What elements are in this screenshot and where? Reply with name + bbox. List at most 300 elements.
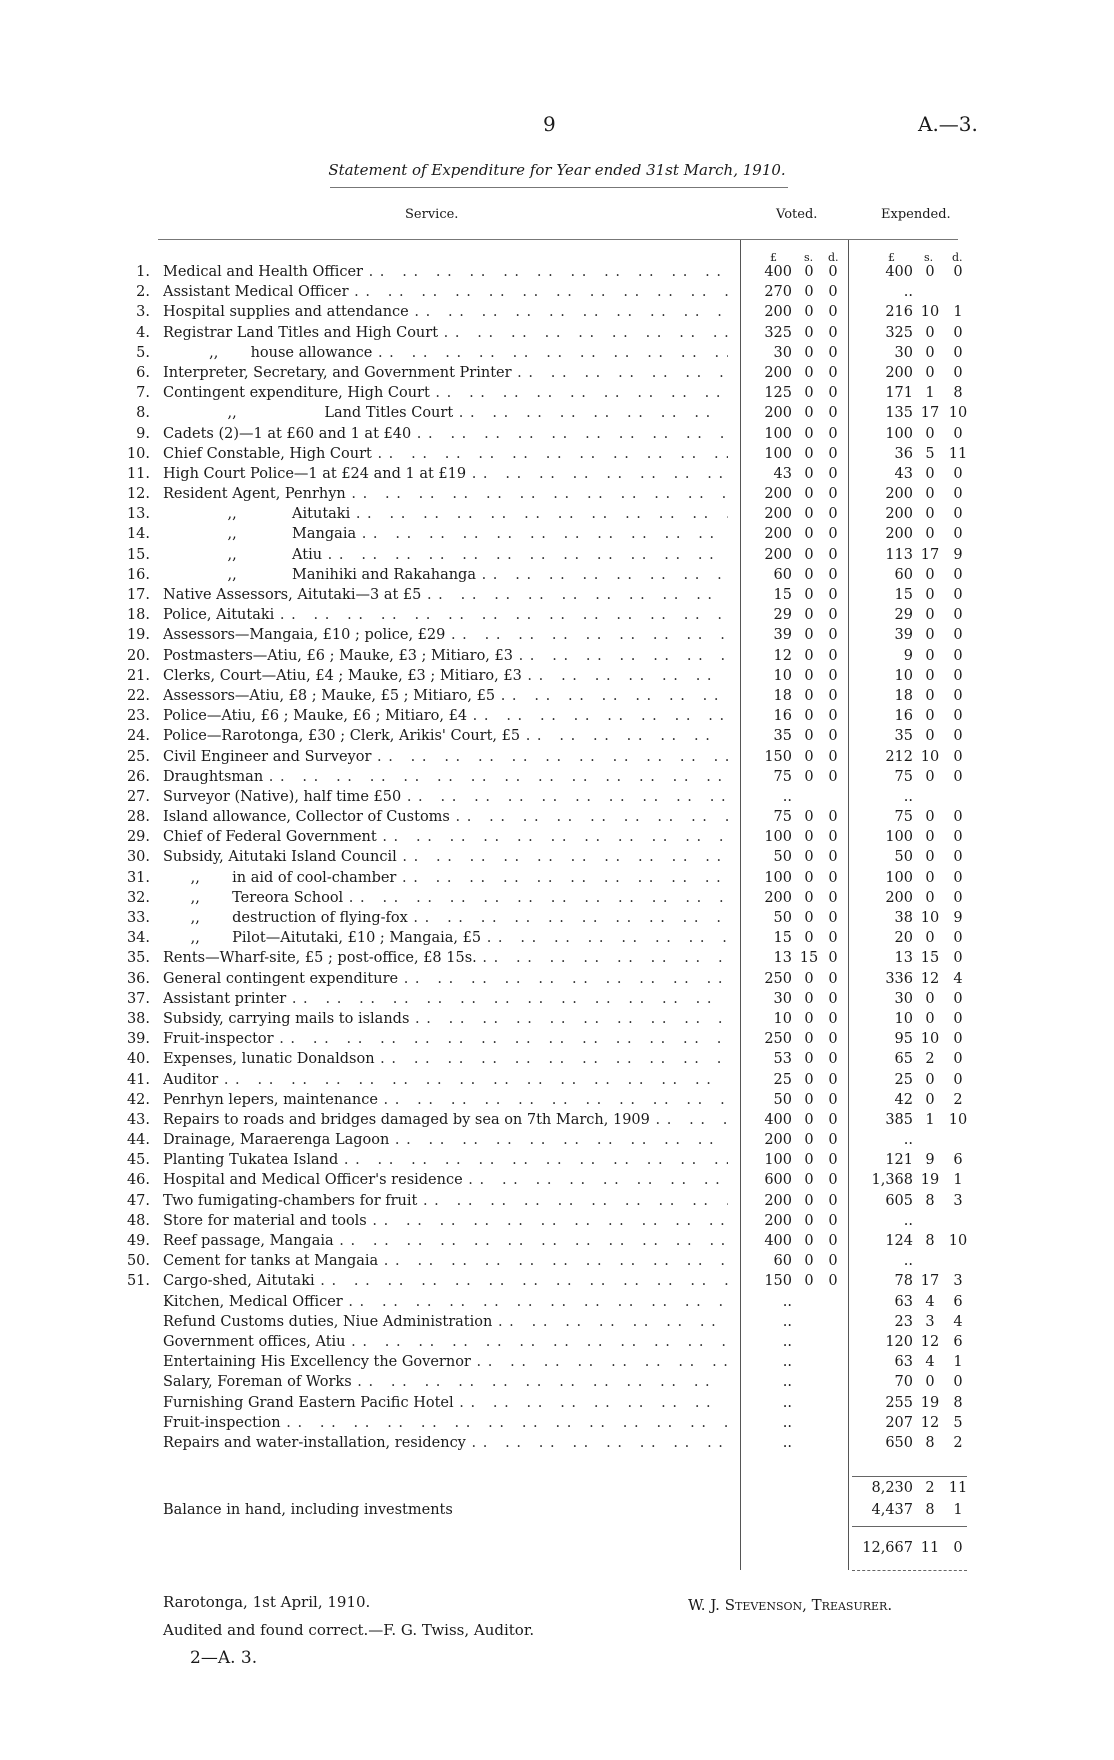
expended-pence: 0 xyxy=(953,566,963,583)
service-description: Native Assessors, Aitutaki—3 at £5 . . xyxy=(163,585,728,605)
voted-shillings: 0 xyxy=(804,1091,814,1108)
expended-pence: 0 xyxy=(953,930,963,947)
expended-pounds: .. xyxy=(903,788,913,805)
table-row xyxy=(0,1332,1114,1352)
voted-shillings: 0 xyxy=(804,970,814,987)
service-description: Clerks, Court—Atiu, £4 ; Mauke, £3 ; Mitiaro, £3 . . xyxy=(163,666,728,686)
expended-shillings: 0 xyxy=(925,344,935,361)
expended-pence: 0 xyxy=(953,728,963,745)
table-row xyxy=(0,1090,1114,1110)
voted-shillings: 0 xyxy=(804,889,814,906)
table-row xyxy=(0,545,1114,565)
row-number: 34. xyxy=(126,930,150,947)
expended-shillings: 0 xyxy=(925,627,935,644)
voted-pounds: 270 xyxy=(764,284,792,301)
voted-pence: 0 xyxy=(828,304,838,321)
service-description: Hospital supplies and attendance . . xyxy=(163,302,728,322)
voted-shillings: 0 xyxy=(804,1233,814,1249)
expended-pounds: 100 xyxy=(885,869,913,886)
voted-pounds: 18 xyxy=(773,687,792,704)
expended-shillings: 8 xyxy=(925,1233,935,1249)
table-row xyxy=(0,646,1114,666)
voted-pounds: 50 xyxy=(773,849,792,866)
expended-pence: 0 xyxy=(953,465,963,482)
voted-pence: 0 xyxy=(828,324,838,341)
service-description: Police, Aitutaki . . xyxy=(163,605,728,625)
total-pounds: 12,667 xyxy=(862,1540,913,1556)
voted-shillings: 0 xyxy=(804,990,814,1007)
expended-pounds: 100 xyxy=(885,829,913,846)
expended-pence-unit: d. xyxy=(952,251,963,264)
expended-pounds: 30 xyxy=(894,990,913,1007)
expended-shillings: 10 xyxy=(920,1031,940,1048)
voted-shillings: 0 xyxy=(804,910,814,926)
service-description: Subsidy, carrying mails to islands . . xyxy=(163,1009,728,1029)
service-header: Service. xyxy=(405,207,459,222)
voted-shillings: 0 xyxy=(804,425,814,442)
voted-pence: 0 xyxy=(828,425,838,442)
service-description: Drainage, Maraerenga Lagoon . . xyxy=(163,1130,728,1150)
expended-shillings: 19 xyxy=(920,1172,940,1189)
expended-pounds: 30 xyxy=(894,344,913,361)
voted-pounds: 16 xyxy=(773,708,792,725)
expended-pounds: 120 xyxy=(885,1333,913,1350)
expended-shillings: 10 xyxy=(920,748,940,765)
expended-shillings: 17 xyxy=(920,405,940,422)
service-description: Cadets (2)—1 at £60 and 1 at £40 . . xyxy=(163,424,728,444)
service-description: Kitchen, Medical Officer . . xyxy=(163,1292,728,1312)
row-number: 17. xyxy=(126,587,150,603)
expended-pence: 0 xyxy=(953,425,963,442)
expended-shillings: 0 xyxy=(925,587,935,603)
table-row xyxy=(0,787,1114,807)
table-row xyxy=(0,1170,1114,1190)
expended-pounds: 60 xyxy=(894,566,913,583)
voted-pounds: .. xyxy=(782,1333,792,1350)
expended-pounds: 200 xyxy=(885,506,913,523)
balance-shillings: 8 xyxy=(925,1502,935,1518)
expended-shillings: 0 xyxy=(925,566,935,583)
row-number: 15. xyxy=(126,546,150,563)
row-number: 50. xyxy=(126,1253,150,1270)
expended-shillings: 1 xyxy=(925,1111,935,1128)
row-number: 20. xyxy=(126,647,150,664)
expended-shillings: 0 xyxy=(925,425,935,442)
row-number: 16. xyxy=(126,566,150,583)
expended-pence: 0 xyxy=(953,1031,963,1048)
table-row xyxy=(0,444,1114,464)
service-description: ,, Mangaia . . xyxy=(163,524,728,544)
voted-pounds: 50 xyxy=(773,910,792,926)
table-row xyxy=(0,1231,1114,1251)
voted-pounds: 200 xyxy=(764,364,792,381)
expended-pounds: 200 xyxy=(885,364,913,381)
voted-pence: 0 xyxy=(828,970,838,987)
expended-pounds: 124 xyxy=(885,1233,913,1249)
voted-pence: 0 xyxy=(828,1273,838,1290)
voted-pounds: 200 xyxy=(764,506,792,523)
expended-pence: 0 xyxy=(953,889,963,906)
balance-pounds: 4,437 xyxy=(871,1502,913,1518)
expended-pounds: 23 xyxy=(894,1313,913,1330)
voted-pounds: 60 xyxy=(773,1253,792,1270)
expended-shillings: 10 xyxy=(920,304,940,321)
row-number: 40. xyxy=(126,1051,150,1068)
voted-pence: 0 xyxy=(828,607,838,624)
table-row xyxy=(0,686,1114,706)
service-description: Chief Constable, High Court . . xyxy=(163,444,728,464)
voted-pounds: 30 xyxy=(773,990,792,1007)
service-description: Furnishing Grand Eastern Pacific Hotel . . xyxy=(163,1393,728,1413)
service-description: Expenses, lunatic Donaldson . . xyxy=(163,1049,728,1069)
voted-shillings: 0 xyxy=(804,1010,814,1027)
service-description: ,, destruction of flying-fox . . xyxy=(163,908,728,928)
expended-shillings: 5 xyxy=(925,445,935,462)
expended-pence: 10 xyxy=(948,405,968,422)
expended-pence: 0 xyxy=(953,667,963,684)
expended-shillings: 12 xyxy=(920,970,940,987)
expended-pounds: 10 xyxy=(894,667,913,684)
expended-shillings: 0 xyxy=(925,728,935,745)
service-description: Auditor . . xyxy=(163,1070,728,1090)
expended-pounds: 171 xyxy=(885,385,913,402)
voted-pounds: 29 xyxy=(773,607,792,624)
voted-shillings: 0 xyxy=(804,526,814,543)
service-description: Fruit-inspection . . xyxy=(163,1413,728,1433)
table-row xyxy=(0,424,1114,444)
page-number: 9 xyxy=(543,112,556,136)
voted-shillings: 0 xyxy=(804,1111,814,1128)
row-number: 44. xyxy=(126,1132,150,1149)
voted-shillings: 0 xyxy=(804,546,814,563)
expended-shillings: 0 xyxy=(925,364,935,381)
voted-pounds: 10 xyxy=(773,1010,792,1027)
expended-pence: 0 xyxy=(953,486,963,503)
expended-pence: 0 xyxy=(953,1374,963,1391)
expended-pence: 5 xyxy=(953,1414,963,1431)
row-number: 49. xyxy=(126,1233,150,1249)
expended-shillings: 12 xyxy=(920,1414,940,1431)
expended-pounds: 650 xyxy=(885,1434,913,1451)
voted-pounds: 200 xyxy=(764,546,792,563)
expended-shillings: 1 xyxy=(925,385,935,402)
table-row xyxy=(0,1049,1114,1069)
table-row xyxy=(0,1191,1114,1211)
voted-pounds: 39 xyxy=(773,627,792,644)
expended-pence: 0 xyxy=(953,748,963,765)
place-date: Rarotonga, 1st April, 1910. xyxy=(163,1593,371,1611)
row-number: 24. xyxy=(126,728,150,745)
service-description: Medical and Health Officer . . xyxy=(163,262,728,282)
expenditure-table xyxy=(0,262,1114,1453)
expended-shillings: 0 xyxy=(925,809,935,826)
table-row xyxy=(0,969,1114,989)
voted-pence: 0 xyxy=(828,1172,838,1189)
expended-pence: 0 xyxy=(953,1010,963,1027)
table-row xyxy=(0,1150,1114,1170)
expended-shillings: 0 xyxy=(925,889,935,906)
row-number: 14. xyxy=(126,526,150,543)
voted-shillings: 15 xyxy=(799,950,819,967)
service-description: Reef passage, Mangaia . . xyxy=(163,1231,728,1251)
voted-pence: 0 xyxy=(828,627,838,644)
expended-pounds: 200 xyxy=(885,526,913,543)
expended-shillings: 0 xyxy=(925,869,935,886)
voted-pence: 0 xyxy=(828,465,838,482)
voted-pence: 0 xyxy=(828,486,838,503)
expended-pounds: .. xyxy=(903,1253,913,1270)
service-description: ,, in aid of cool-chamber . . xyxy=(163,868,728,888)
table-row xyxy=(0,747,1114,767)
row-number: 1. xyxy=(136,264,150,280)
voted-shillings: 0 xyxy=(804,1031,814,1048)
expended-shillings: 0 xyxy=(925,264,935,280)
service-description: Fruit-inspector . . xyxy=(163,1029,728,1049)
voted-pence: 0 xyxy=(828,587,838,603)
expended-shillings: 0 xyxy=(925,324,935,341)
expended-pounds: 18 xyxy=(894,687,913,704)
expended-shillings: 9 xyxy=(925,1152,935,1169)
balance-pence: 1 xyxy=(953,1502,963,1518)
service-description: Salary, Foreman of Works . . xyxy=(163,1372,728,1392)
expended-shillings: 19 xyxy=(920,1394,940,1411)
voted-shillings: 0 xyxy=(804,1172,814,1189)
expended-pounds: 43 xyxy=(894,465,913,482)
expended-pence: 0 xyxy=(953,869,963,886)
expended-shillings-unit: s. xyxy=(924,251,934,264)
voted-shillings: 0 xyxy=(804,566,814,583)
table-row xyxy=(0,1433,1114,1453)
voted-pence: 0 xyxy=(828,1091,838,1108)
table-row xyxy=(0,1130,1114,1150)
table-row xyxy=(0,1372,1114,1392)
voted-pounds: 50 xyxy=(773,1091,792,1108)
voted-shillings: 0 xyxy=(804,304,814,321)
row-number: 51. xyxy=(126,1273,150,1290)
table-row xyxy=(0,343,1114,363)
expended-pounds: 70 xyxy=(894,1374,913,1391)
row-number: 18. xyxy=(126,607,150,624)
expended-pounds: 216 xyxy=(885,304,913,321)
expended-shillings: 0 xyxy=(925,506,935,523)
voted-pounds: 15 xyxy=(773,930,792,947)
voted-pence: 0 xyxy=(828,1152,838,1169)
row-number: 33. xyxy=(126,910,150,926)
expended-shillings: 10 xyxy=(920,910,940,926)
sheet-number: 2—A. 3. xyxy=(190,1648,258,1668)
voted-pounds: 125 xyxy=(764,385,792,402)
service-description: ,, Manihiki and Rakahanga . . xyxy=(163,565,728,585)
expended-shillings: 0 xyxy=(925,849,935,866)
voted-pence: 0 xyxy=(828,364,838,381)
voted-shillings: 0 xyxy=(804,708,814,725)
voted-pence: 0 xyxy=(828,344,838,361)
service-description: Subsidy, Aitutaki Island Council . . xyxy=(163,847,728,867)
row-number: 35. xyxy=(126,950,150,967)
expended-pounds: 38 xyxy=(894,910,913,926)
voted-pounds: 250 xyxy=(764,1031,792,1048)
voted-pounds: 200 xyxy=(764,1192,792,1209)
table-row xyxy=(0,565,1114,585)
voted-pence: 0 xyxy=(828,1233,838,1249)
voted-pence: 0 xyxy=(828,728,838,745)
expended-pence: 0 xyxy=(953,587,963,603)
row-number: 6. xyxy=(136,364,150,381)
voted-shillings: 0 xyxy=(804,627,814,644)
voted-pounds: 75 xyxy=(773,768,792,785)
voted-pounds: 75 xyxy=(773,809,792,826)
voted-pence: 0 xyxy=(828,1132,838,1149)
voted-pounds: .. xyxy=(782,1414,792,1431)
table-row xyxy=(0,464,1114,484)
service-description: Rents—Wharf-site, £5 ; post-office, £8 15s. . . xyxy=(163,948,728,968)
expended-pounds: 336 xyxy=(885,970,913,987)
voted-shillings: 0 xyxy=(804,284,814,301)
row-number: 31. xyxy=(126,869,150,886)
row-number: 12. xyxy=(126,486,150,503)
table-row xyxy=(0,888,1114,908)
voted-header: Voted. xyxy=(776,207,818,222)
voted-shillings: 0 xyxy=(804,1132,814,1149)
expended-pounds: 605 xyxy=(885,1192,913,1209)
expended-pounds: .. xyxy=(903,1132,913,1149)
service-description: Planting Tukatea Island . . xyxy=(163,1150,728,1170)
expended-shillings: 0 xyxy=(925,930,935,947)
table-row xyxy=(0,706,1114,726)
row-number: 37. xyxy=(126,990,150,1007)
expended-pounds: 29 xyxy=(894,607,913,624)
row-number: 10. xyxy=(126,445,150,462)
voted-shillings-unit: s. xyxy=(804,251,814,264)
voted-pence: 0 xyxy=(828,748,838,765)
voted-pence: 0 xyxy=(828,1031,838,1048)
expended-pence: 8 xyxy=(953,1394,963,1411)
voted-pence: 0 xyxy=(828,566,838,583)
service-description: Surveyor (Native), half time £50 . . xyxy=(163,787,728,807)
row-number: 29. xyxy=(126,829,150,846)
expended-shillings: 0 xyxy=(925,829,935,846)
expended-pounds: 42 xyxy=(894,1091,913,1108)
voted-shillings: 0 xyxy=(804,728,814,745)
expended-pence: 8 xyxy=(953,385,963,402)
expended-shillings: 2 xyxy=(925,1051,935,1068)
row-number: 5. xyxy=(136,344,150,361)
voted-shillings: 0 xyxy=(804,1192,814,1209)
voted-pounds: .. xyxy=(782,1394,792,1411)
expended-shillings: 8 xyxy=(925,1434,935,1451)
expended-shillings: 0 xyxy=(925,667,935,684)
row-number: 21. xyxy=(126,667,150,684)
voted-pence: 0 xyxy=(828,647,838,664)
expended-pounds: 75 xyxy=(894,768,913,785)
voted-shillings: 0 xyxy=(804,748,814,765)
service-description: Assistant printer . . xyxy=(163,989,728,1009)
service-description: Postmasters—Atiu, £6 ; Mauke, £3 ; Mitiaro, £3 . . xyxy=(163,646,728,666)
service-description: High Court Police—1 at £24 and 1 at £19 . . xyxy=(163,464,728,484)
voted-pence: 0 xyxy=(828,950,838,967)
expended-pounds: 10 xyxy=(894,1010,913,1027)
expended-shillings: 4 xyxy=(925,1293,935,1310)
voted-shillings: 0 xyxy=(804,1051,814,1068)
voted-pence: 0 xyxy=(828,930,838,947)
voted-shillings: 0 xyxy=(804,768,814,785)
service-description: Entertaining His Excellency the Governor . . xyxy=(163,1352,728,1372)
table-row xyxy=(0,1070,1114,1090)
treasurer-signature: W. J. Stevenson, Treasurer. xyxy=(688,1596,893,1614)
expended-pence: 0 xyxy=(953,506,963,523)
expended-shillings: 4 xyxy=(925,1354,935,1371)
table-row xyxy=(0,1393,1114,1413)
service-description: Assessors—Mangaia, £10 ; police, £29 . . xyxy=(163,625,728,645)
expended-pounds: 16 xyxy=(894,708,913,725)
expended-shillings: 0 xyxy=(925,1071,935,1088)
table-row xyxy=(0,928,1114,948)
table-row xyxy=(0,504,1114,524)
expended-pence: 0 xyxy=(953,809,963,826)
expended-shillings: 0 xyxy=(925,1374,935,1391)
voted-shillings: 0 xyxy=(804,264,814,280)
service-description: Civil Engineer and Surveyor . . xyxy=(163,747,728,767)
voted-pence: 0 xyxy=(828,809,838,826)
expended-pence: 10 xyxy=(948,1111,968,1128)
service-description: Penrhyn lepers, maintenance . . xyxy=(163,1090,728,1110)
expended-pounds: 39 xyxy=(894,627,913,644)
voted-pounds: 13 xyxy=(773,950,792,967)
total-shillings: 11 xyxy=(920,1540,940,1556)
table-row xyxy=(0,585,1114,605)
expended-pence: 0 xyxy=(953,1071,963,1088)
table-row xyxy=(0,1352,1114,1372)
expended-pounds: 63 xyxy=(894,1293,913,1310)
expended-pence: 0 xyxy=(953,607,963,624)
row-number: 32. xyxy=(126,889,150,906)
voted-pence: 0 xyxy=(828,1051,838,1068)
expended-pence: 0 xyxy=(953,344,963,361)
voted-shillings: 0 xyxy=(804,869,814,886)
expended-pounds: 15 xyxy=(894,587,913,603)
voted-shillings: 0 xyxy=(804,1253,814,1270)
voted-pence: 0 xyxy=(828,1010,838,1027)
service-description: Island allowance, Collector of Customs . . xyxy=(163,807,728,827)
expended-pence: 1 xyxy=(953,1172,963,1189)
table-row xyxy=(0,807,1114,827)
voted-pounds: .. xyxy=(782,1313,792,1330)
voted-pounds: 150 xyxy=(764,748,792,765)
expended-pence: 1 xyxy=(953,1354,963,1371)
table-row xyxy=(0,1271,1114,1291)
expended-shillings: 8 xyxy=(925,1192,935,1209)
service-description: ,, Aitutaki . . xyxy=(163,504,728,524)
total-bottom-rule xyxy=(852,1570,967,1571)
voted-pence: 0 xyxy=(828,1192,838,1209)
expended-pounds: 385 xyxy=(885,1111,913,1128)
voted-pounds: .. xyxy=(782,1354,792,1371)
service-description: Police—Rarotonga, £30 ; Clerk, Arikis' Court, £5 . . xyxy=(163,726,728,746)
voted-shillings: 0 xyxy=(804,486,814,503)
service-description: Assistant Medical Officer . . xyxy=(163,282,728,302)
voted-shillings: 0 xyxy=(804,324,814,341)
expended-pounds: 135 xyxy=(885,405,913,422)
expended-pounds: .. xyxy=(903,1212,913,1229)
table-row xyxy=(0,484,1114,504)
expended-pounds: 1,368 xyxy=(871,1172,913,1189)
service-description: ,, Atiu . . xyxy=(163,545,728,565)
expended-pence: 6 xyxy=(953,1293,963,1310)
table-row xyxy=(0,1413,1114,1433)
voted-pounds: 400 xyxy=(764,1233,792,1249)
table-row xyxy=(0,1211,1114,1231)
table-row xyxy=(0,1312,1114,1332)
